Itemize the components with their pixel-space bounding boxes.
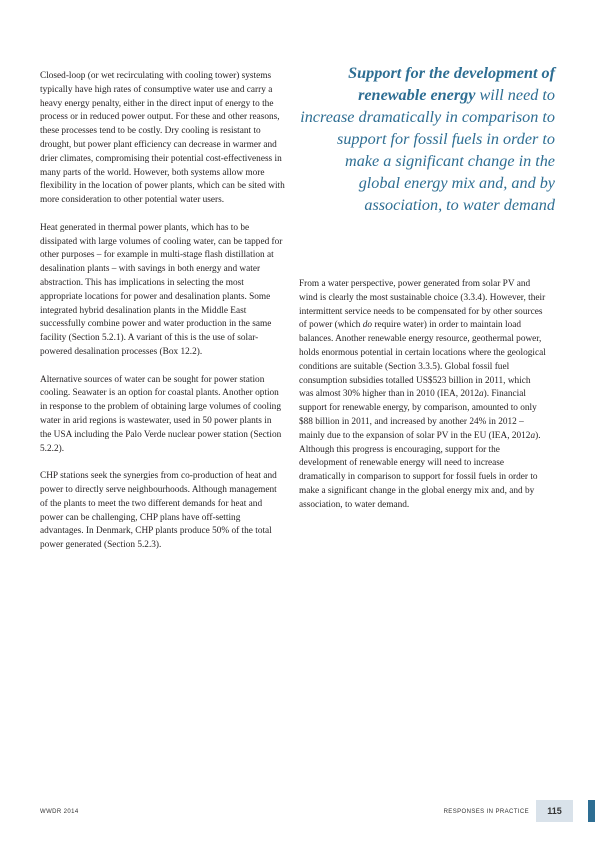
text-segment: ). Financial support for renewable energy, by comparison, amounted to only $88 billion in 2011, and increased by another 24% in 2012 – mainly due to the expansion of solar PV in the EU (IEA, 2012 xyxy=(299,389,537,441)
text-segment: require water) in order to maintain load balances. Another renewable energy resource, geothermal power, holds enormous potential in certain locations where the geological conditions are suitable (Section 3.3.5). Global fossil fuel consumption subsidies totalled US$523 billion in 2011, which was almost 30% higher than in 2010 (IEA, 2012 xyxy=(299,320,546,400)
reference-suffix: a xyxy=(530,430,536,441)
paragraph-closed-loop: Closed-loop (or wet recirculating with cooling tower) systems typically have high rates of consumptive water use and carry a heavy energy penalty, either in the direct input of energy to the process or in reduced power output. For these and other reasons, these processes tend to be costly. Dry cooling is resistant to drought, but power plant efficiency can decrease in warmer and drier climates, compromising their potential cost-effectiveness in many parts of the world. However, both systems allow more flexibility in the location of power plants, which can be sited with more consideration to other potential water users. xyxy=(40,71,285,206)
text-segment: ). Although this progress is encouraging, support for the development of renewable energy will need to increase dramatically in comparison to support for fossil fuels in order to make a significant change in the global energy mix and, and by association, to water demand. xyxy=(299,430,541,510)
edge-tab xyxy=(588,800,595,822)
left-column xyxy=(40,70,285,567)
paragraph-alternative-sources: Alternative sources of water can be sought for power station cooling. Seawater is an option for coastal plants. Another option in response to the problem of obtaining large volumes of cooling water in arid regions is wastewater, used in 50 power plants in the USA including the Palo Verde nuclear power station (Section 5.2.2). xyxy=(40,374,282,454)
text-segment: From a water perspective, power generated from solar PV and wind is clearly the most sustainable choice (3.3.4). However, their intermittent service needs to be compensated for by other sources of power (which xyxy=(299,279,546,331)
pull-quote xyxy=(300,62,555,216)
reference-suffix: a xyxy=(478,389,484,400)
right-column xyxy=(299,278,547,513)
paragraph-chp-stations: CHP stations seek the synergies from co-production of heat and power to directly serve neighbourhoods. Although management of the plants to meet the two different demands for heat and power can be challenging, CHP plans have off-setting advantages. In Denmark, CHP plants produce 50% of the total power generated (Section 5.2.3). xyxy=(40,471,277,551)
footer-section: RESPONSES IN PRACTICE xyxy=(443,809,529,815)
emphasis-do: do xyxy=(362,320,373,331)
paragraph-water-perspective xyxy=(299,278,547,513)
pull-quote-text: will need to increase dramatically in comparison to support for fossil fuels in order to make a significant change in the global energy mix and, and by association, to water demand xyxy=(300,86,555,214)
footer-publication: WWDR 2014 xyxy=(40,809,79,815)
paragraph-heat-generated: Heat generated in thermal power plants, which has to be dissipated with large volumes of cooling water, can be tapped for other purposes – for example in multi-stage flash distillation at desalination plants – with savings in both energy and water abstraction. This has implications in selecting the most appropriate locations for power and desalination plants. Some integrated hybrid desalination plants in the Middle East successfully combine power and water production in the same facility (Section 5.2.1). A variant of this is the use of solar-powered desalination processes (Box 12.2). xyxy=(40,222,283,357)
pull-quote-emphasis: Support for the development of renewable energy xyxy=(348,64,555,104)
page-number: 115 xyxy=(536,800,573,822)
